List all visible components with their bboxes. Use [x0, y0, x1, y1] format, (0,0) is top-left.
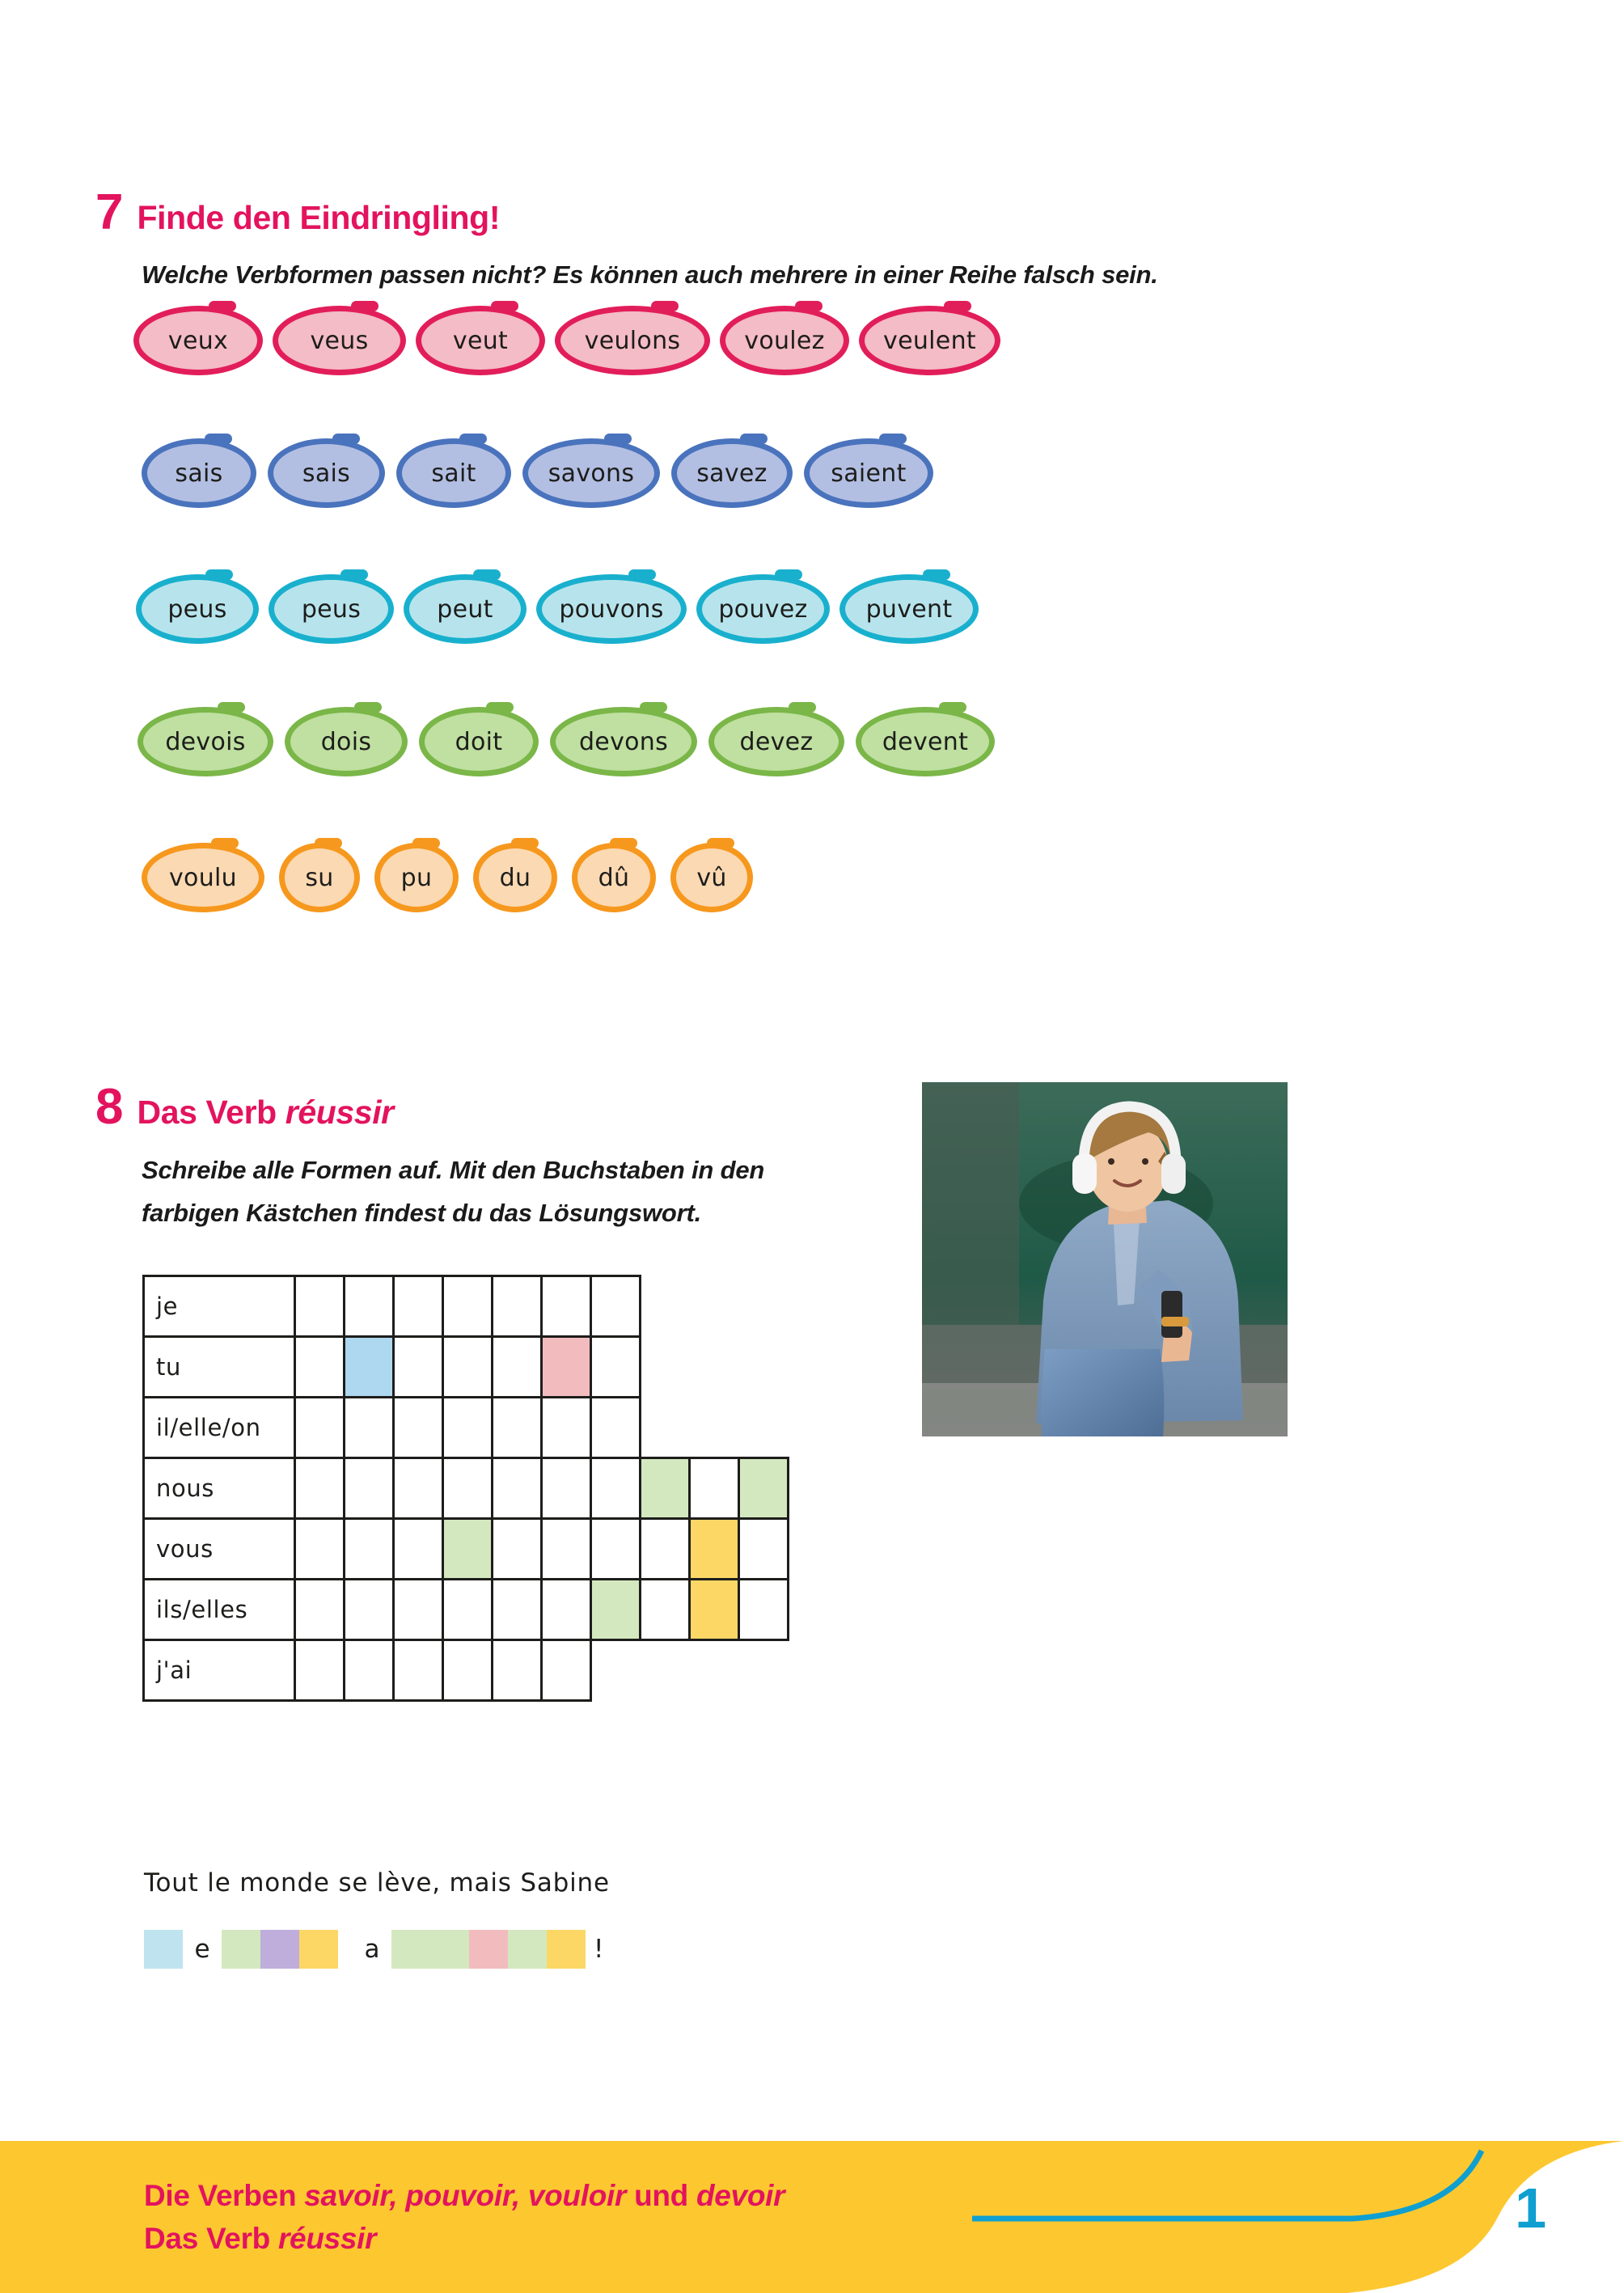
conjugation-cell-highlighted[interactable]: [688, 1517, 740, 1580]
conjugation-cell[interactable]: [590, 1517, 641, 1580]
conjugation-cell[interactable]: [343, 1457, 395, 1520]
verb-bubble-label: savez: [696, 459, 768, 488]
conjugation-cell[interactable]: [738, 1517, 789, 1580]
conjugation-cell[interactable]: [343, 1639, 395, 1702]
solution-color-box[interactable]: [430, 1930, 469, 1969]
conjugation-row: [142, 1335, 639, 1396]
photo-illustration: [922, 1082, 1288, 1436]
verb-bubble-label: veus: [310, 326, 369, 355]
conjugation-cell[interactable]: [294, 1457, 345, 1520]
conjugation-cell[interactable]: [491, 1457, 543, 1520]
verb-bubble-label: su: [305, 863, 334, 892]
verb-bubble-label: pu: [400, 863, 433, 892]
conjugation-cell[interactable]: [639, 1517, 691, 1580]
conjugation-cell[interactable]: [738, 1578, 789, 1641]
conjugation-cell[interactable]: [392, 1517, 444, 1580]
conjugation-cell[interactable]: [442, 1335, 493, 1398]
conjugation-cell[interactable]: [442, 1396, 493, 1459]
solution-color-box[interactable]: [547, 1930, 586, 1969]
footer-line-2: [144, 2218, 785, 2261]
verb-bubble-label: peus: [301, 594, 362, 624]
conjugation-cell-highlighted[interactable]: [540, 1335, 592, 1398]
verb-bubble[interactable]: [133, 306, 263, 375]
verb-bubble-row-orange: [142, 843, 753, 912]
verb-bubble[interactable]: [804, 438, 933, 508]
conjugation-cell[interactable]: [392, 1396, 444, 1459]
page-footer: [0, 2141, 1624, 2293]
verb-bubble-label: savons: [548, 459, 635, 488]
verb-bubble-label: dû: [598, 863, 630, 892]
footer-line-1-plain-b: und: [626, 2179, 696, 2212]
exercise-8-instruction-line-1: Schreibe alle Formen auf. Mit den Buchstaben in den: [142, 1156, 765, 1184]
solution-given-letter: e: [194, 1935, 210, 1964]
conjugation-cell[interactable]: [590, 1275, 641, 1338]
solution-color-box[interactable]: [144, 1930, 183, 1969]
conjugation-cell-highlighted[interactable]: [738, 1457, 789, 1520]
verb-bubble[interactable]: [279, 843, 360, 912]
conjugation-row: [142, 1275, 639, 1335]
conjugation-cell[interactable]: [343, 1396, 395, 1459]
conjugation-row: [142, 1578, 787, 1639]
solution-exclamation-mark: !: [594, 1935, 604, 1964]
verb-bubble-label: veulons: [584, 326, 681, 355]
verb-bubble[interactable]: [285, 707, 408, 776]
conjugation-row-pronoun: je: [142, 1275, 296, 1338]
verb-bubble-label: dois: [320, 727, 372, 756]
exercise-8-title: [137, 1094, 393, 1131]
solution-given-letter: a: [364, 1935, 380, 1964]
verb-bubble-label: sait: [431, 459, 476, 488]
conjugation-row-pronoun: tu: [142, 1335, 296, 1398]
conjugation-cell[interactable]: [442, 1639, 493, 1702]
verb-bubble-label: veux: [167, 326, 229, 355]
conjugation-row-pronoun: il/elle/on: [142, 1396, 296, 1459]
verb-bubble-label: vû: [696, 863, 727, 892]
verb-bubble[interactable]: [839, 574, 979, 644]
exercise-7-instruction: Welche Verbformen passen nicht? Es können auch mehrere in einer Reihe falsch sein.: [142, 260, 1158, 289]
verb-bubble[interactable]: [522, 438, 660, 508]
solution-color-box[interactable]: [391, 1930, 430, 1969]
exercise-7-title: Finde den Eindringling!: [137, 199, 501, 236]
conjugation-cell[interactable]: [294, 1396, 345, 1459]
verb-bubble-label: pouvez: [718, 594, 808, 624]
footer-title: [144, 2175, 785, 2260]
verb-bubble[interactable]: [572, 843, 656, 912]
verb-bubble[interactable]: [374, 843, 459, 912]
verb-bubble[interactable]: [268, 438, 385, 508]
conjugation-cell-highlighted[interactable]: [590, 1578, 641, 1641]
verb-bubble[interactable]: [136, 574, 259, 644]
conjugation-cell-highlighted[interactable]: [442, 1517, 493, 1580]
verb-bubble-label: devons: [578, 727, 669, 756]
verb-bubble[interactable]: [404, 574, 527, 644]
solution-color-box[interactable]: [260, 1930, 299, 1969]
verb-bubble[interactable]: [708, 707, 844, 776]
footer-line-1: [144, 2175, 785, 2218]
conjugation-cell[interactable]: [392, 1335, 444, 1398]
verb-bubble-label: sais: [175, 459, 223, 488]
conjugation-cell[interactable]: [294, 1335, 345, 1398]
conjugation-cell[interactable]: [442, 1275, 493, 1338]
verb-bubble-label: peus: [167, 594, 227, 624]
exercise-8-title-plain: Das Verb: [137, 1094, 285, 1131]
conjugation-cell[interactable]: [491, 1275, 543, 1338]
footer-line-1-verbs: savoir, pouvoir, vouloir: [304, 2179, 627, 2212]
conjugation-cell[interactable]: [491, 1578, 543, 1641]
verb-bubble-label: doit: [455, 727, 503, 756]
verb-bubble-row-pink: [133, 306, 1000, 375]
verb-bubble[interactable]: [269, 574, 394, 644]
conjugation-cell[interactable]: [442, 1578, 493, 1641]
solution-word-boxes: [144, 1930, 603, 1969]
conjugation-cell[interactable]: [343, 1517, 395, 1580]
verb-bubble-label: saient: [831, 459, 907, 488]
conjugation-cell[interactable]: [442, 1457, 493, 1520]
conjugation-row: [142, 1396, 639, 1457]
conjugation-cell[interactable]: [392, 1457, 444, 1520]
conjugation-cell-highlighted[interactable]: [639, 1457, 691, 1520]
verb-bubble-label: voulu: [169, 863, 237, 892]
verb-bubble[interactable]: [555, 306, 710, 375]
verb-bubble[interactable]: [416, 306, 545, 375]
solution-color-box[interactable]: [222, 1930, 260, 1969]
verb-bubble[interactable]: [696, 574, 830, 644]
conjugation-row-pronoun: vous: [142, 1517, 296, 1580]
verb-bubble[interactable]: [273, 306, 406, 375]
verb-bubble-label: devent: [882, 727, 969, 756]
conjugation-cell-highlighted[interactable]: [343, 1335, 395, 1398]
conjugation-row: [142, 1457, 787, 1517]
solution-color-box[interactable]: [469, 1930, 508, 1969]
footer-line-1-plain-a: Die Verben: [144, 2179, 305, 2212]
conjugation-cell[interactable]: [540, 1578, 592, 1641]
verb-bubble-label: devois: [165, 727, 246, 756]
verb-bubble[interactable]: [550, 707, 697, 776]
conjugation-cell[interactable]: [491, 1396, 543, 1459]
conjugation-cell[interactable]: [294, 1517, 345, 1580]
exercise-8-instruction-line-2: farbigen Kästchen findest du das Lösungswort.: [142, 1199, 702, 1227]
conjugation-cell[interactable]: [491, 1517, 543, 1580]
verb-bubble[interactable]: [536, 574, 687, 644]
conjugation-row-pronoun: ils/elles: [142, 1578, 296, 1641]
conjugation-row-pronoun: j'ai: [142, 1639, 296, 1702]
verb-bubble-label: veut: [452, 326, 509, 355]
verb-bubble[interactable]: [859, 306, 1000, 375]
solution-sentence: Tout le monde se lève, mais Sabine: [144, 1868, 610, 1897]
exercise-8-number: 8: [95, 1079, 123, 1135]
conjugation-cell[interactable]: [540, 1457, 592, 1520]
verb-bubble-label: du: [499, 863, 531, 892]
verb-bubble-label: voulez: [744, 326, 825, 355]
verb-bubble[interactable]: [670, 843, 753, 912]
exercise-7-number: 7: [95, 184, 123, 240]
exercise-8-heading: [95, 1079, 394, 1135]
exercise-8-title-verb: réussir: [285, 1094, 394, 1131]
conjugation-cell[interactable]: [540, 1396, 592, 1459]
footer-line-2-plain: Das Verb: [144, 2221, 278, 2255]
conjugation-cell[interactable]: [343, 1275, 395, 1338]
verb-bubble-row-cyan: [136, 574, 979, 644]
verb-bubble-label: devez: [739, 727, 814, 756]
verb-bubble-label: puvent: [865, 594, 953, 624]
verb-bubble[interactable]: [671, 438, 793, 508]
conjugation-cell[interactable]: [590, 1396, 641, 1459]
conjugation-cell[interactable]: [688, 1457, 740, 1520]
conjugation-cell[interactable]: [294, 1639, 345, 1702]
conjugation-cell[interactable]: [294, 1578, 345, 1641]
verb-bubble[interactable]: [396, 438, 511, 508]
solution-color-box[interactable]: [508, 1930, 547, 1969]
solution-color-box[interactable]: [299, 1930, 338, 1969]
conjugation-cell[interactable]: [294, 1275, 345, 1338]
verb-bubble[interactable]: [142, 843, 264, 912]
verb-bubble[interactable]: [720, 306, 849, 375]
conjugation-cell[interactable]: [590, 1457, 641, 1520]
verb-bubble-row-blue: [142, 438, 933, 508]
verb-bubble[interactable]: [856, 707, 995, 776]
verb-bubble-label: pouvons: [559, 594, 664, 624]
verb-bubble-label: veulent: [883, 326, 976, 355]
conjugation-cell[interactable]: [540, 1517, 592, 1580]
exercise-7-heading: [95, 184, 501, 240]
conjugation-cell[interactable]: [392, 1639, 444, 1702]
conjugation-cell[interactable]: [392, 1578, 444, 1641]
conjugation-cell[interactable]: [639, 1578, 691, 1641]
verb-bubble-label: sais: [302, 459, 351, 488]
verb-bubble-label: peut: [437, 594, 493, 624]
exercise-8-photo: [922, 1082, 1288, 1436]
conjugation-row: [142, 1639, 590, 1699]
conjugation-cell-highlighted[interactable]: [688, 1578, 740, 1641]
verb-bubble[interactable]: [473, 843, 557, 912]
footer-line-1-verb-devoir: devoir: [696, 2179, 785, 2212]
conjugation-cell[interactable]: [540, 1275, 592, 1338]
conjugation-cell[interactable]: [343, 1578, 395, 1641]
page-number: 1: [1515, 2177, 1546, 2240]
conjugation-row: [142, 1517, 787, 1578]
conjugation-row-pronoun: nous: [142, 1457, 296, 1520]
conjugation-cell[interactable]: [491, 1335, 543, 1398]
footer-line-2-verb: réussir: [277, 2221, 377, 2255]
verb-bubble[interactable]: [142, 438, 256, 508]
conjugation-cell[interactable]: [392, 1275, 444, 1338]
verb-bubble[interactable]: [419, 707, 539, 776]
conjugation-cell[interactable]: [590, 1335, 641, 1398]
conjugation-cell[interactable]: [540, 1639, 592, 1702]
verb-bubble-row-green: [137, 707, 995, 776]
conjugation-cell[interactable]: [491, 1639, 543, 1702]
verb-bubble[interactable]: [137, 707, 273, 776]
